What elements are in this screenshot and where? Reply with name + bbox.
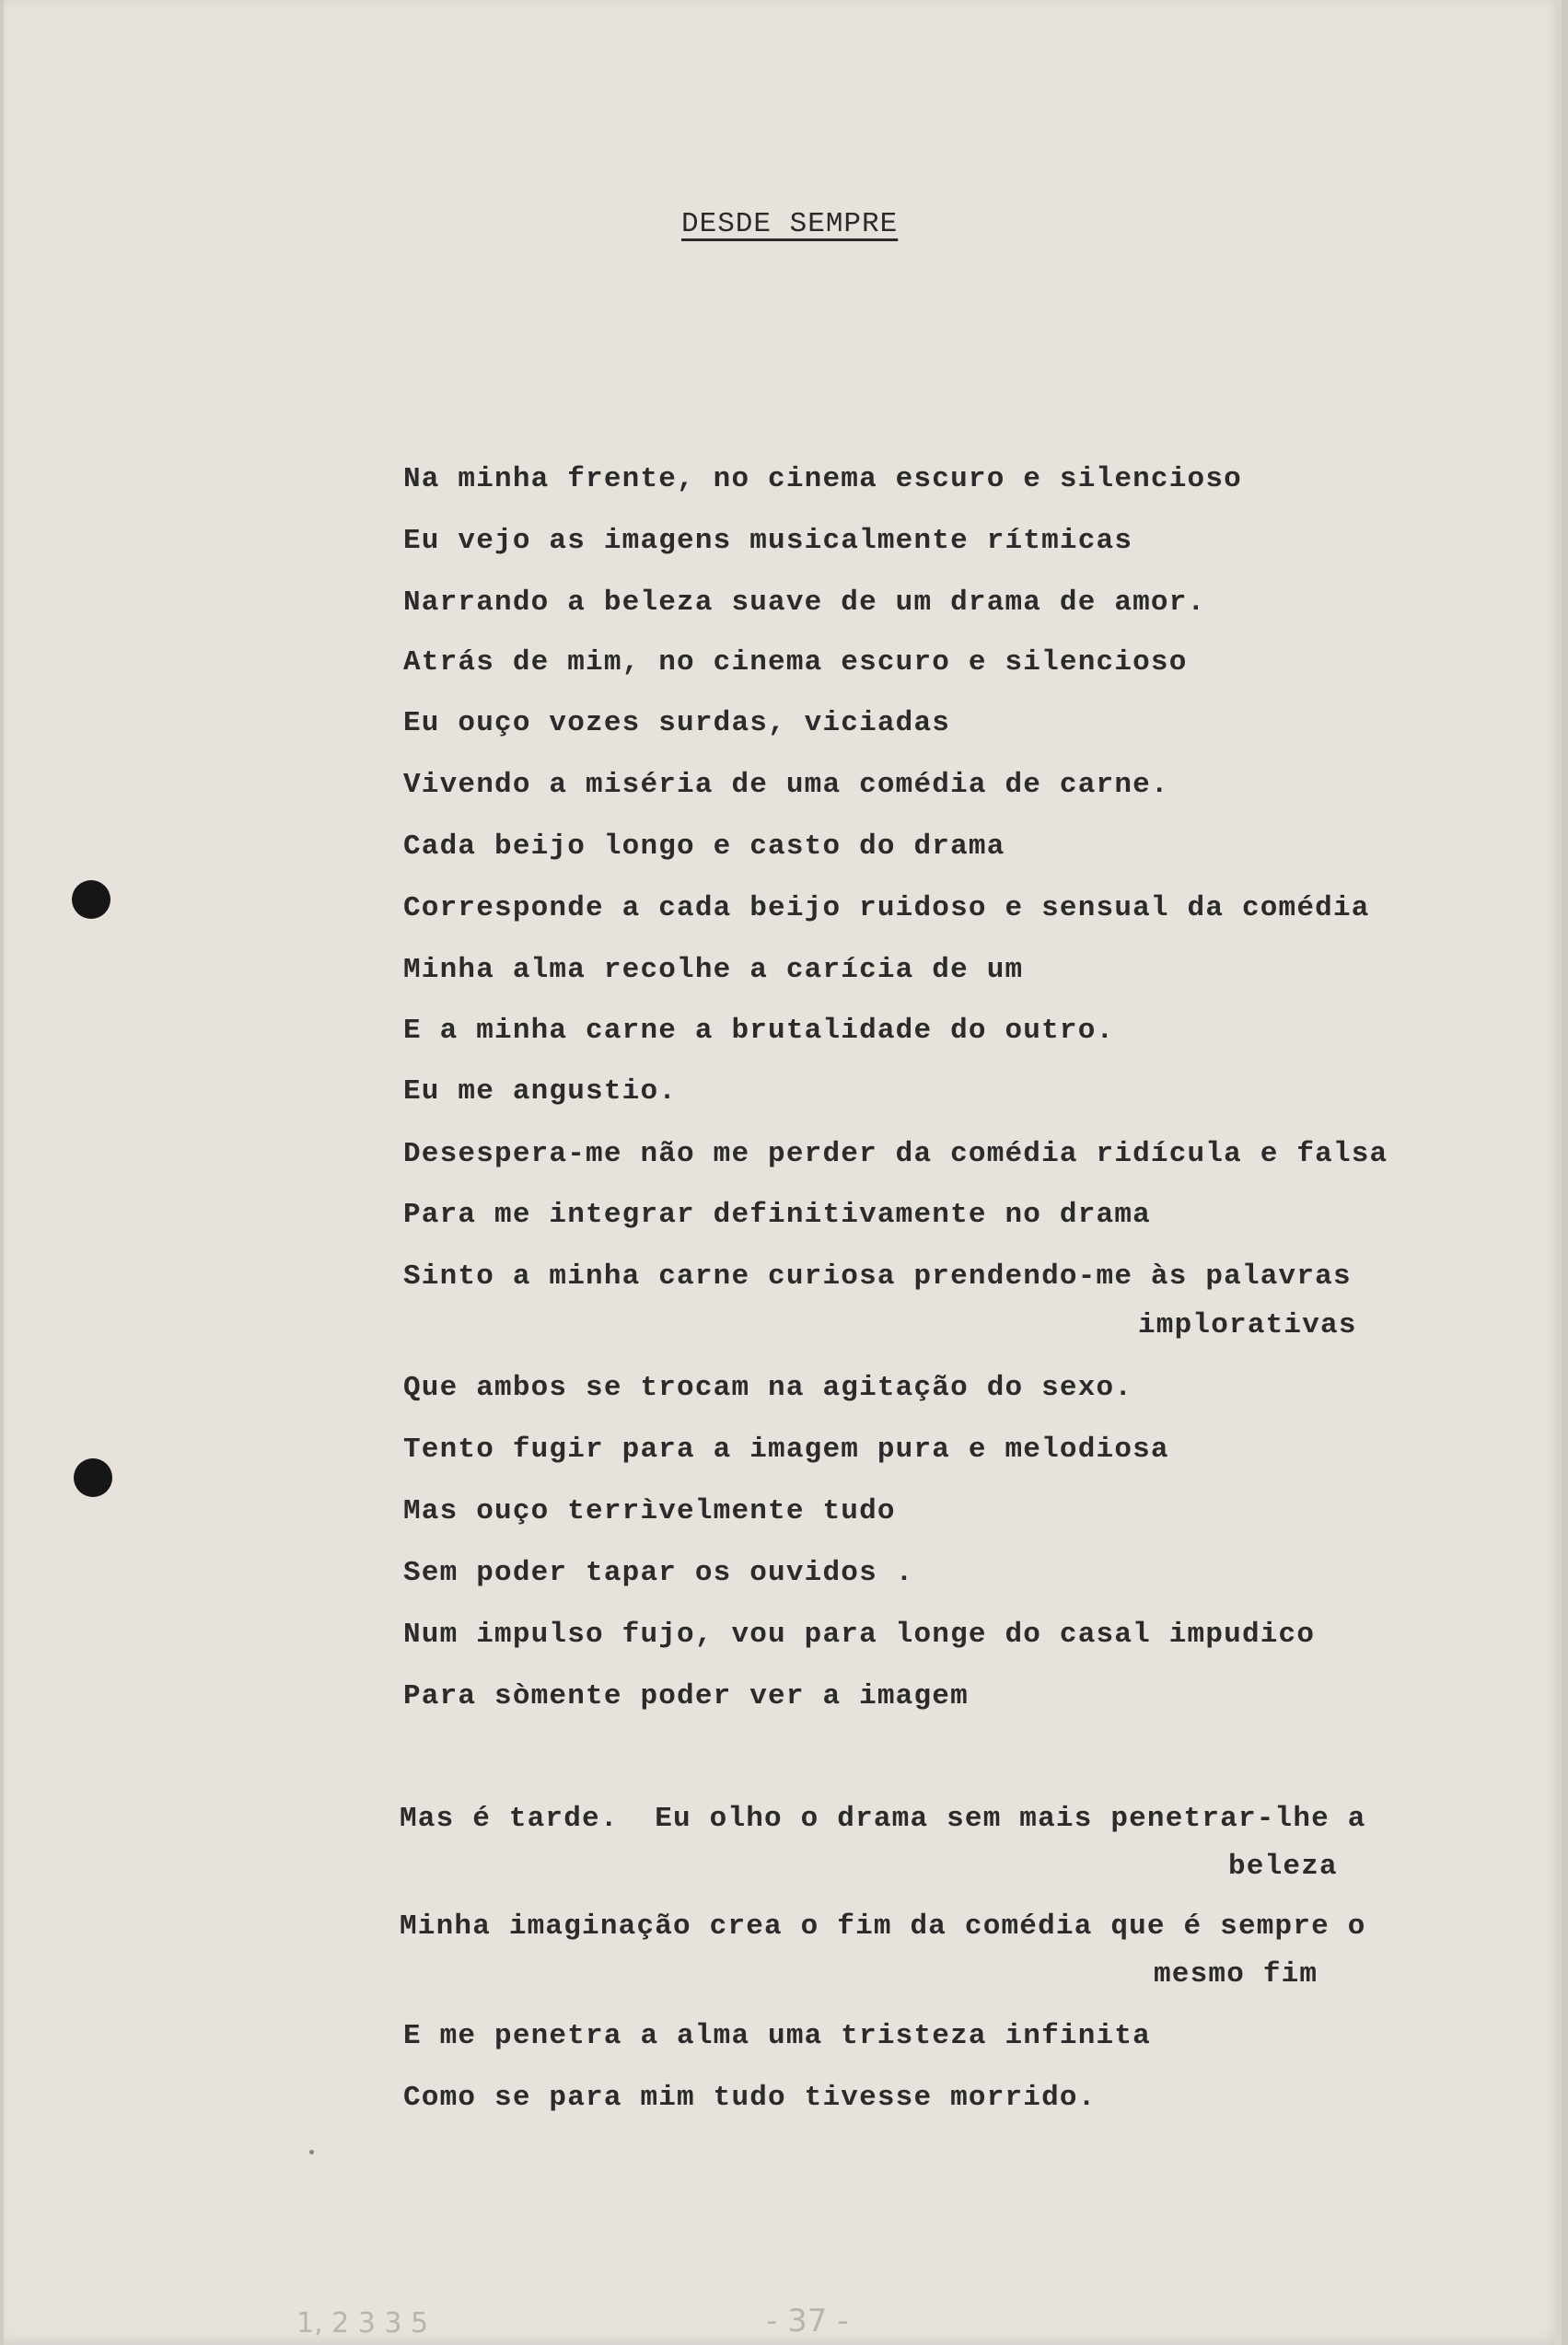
poem-line: Sinto a minha carne curiosa prendendo-me às palavras — [403, 1260, 1352, 1293]
poem-line: Mas é tarde. Eu olho o drama sem mais penetrar-lhe a — [400, 1803, 1366, 1835]
poem-line: Minha alma recolhe a carícia de um — [403, 954, 1024, 986]
paper-speck — [309, 2150, 314, 2154]
poem-title: DESDE SEMPRE — [681, 208, 899, 240]
poem-line: Tento fugir para a imagem pura e melodiosa — [403, 1434, 1169, 1466]
poem-line: Num impulso fujo, vou para longe do casal impudico — [403, 1619, 1316, 1651]
poem-line: Atrás de mim, no cinema escuro e silencioso — [403, 646, 1188, 679]
poem-line: Que ambos se trocam na agitação do sexo. — [403, 1372, 1133, 1404]
poem-line: Cada beijo longo e casto do drama — [403, 830, 1005, 863]
poem-line: Corresponde a cada beijo ruidoso e sensual da comédia — [403, 892, 1370, 924]
poem-line: Eu ouço vozes surdas, viciadas — [403, 707, 951, 739]
poem-line: Narrando a beleza suave de um drama de amor. — [403, 586, 1206, 619]
poem-line: Vivendo a miséria de uma comédia de carne. — [403, 769, 1169, 801]
typed-page — [4, 0, 1562, 2345]
poem-line: Eu me angustio. — [403, 1075, 678, 1108]
page-edge — [1555, 0, 1562, 2345]
poem-line: Sem poder tapar os ouvidos . — [403, 1557, 914, 1589]
poem-line: Eu vejo as imagens musicalmente rítmicas — [403, 525, 1133, 557]
punch-hole-bottom — [74, 1458, 112, 1497]
poem-line: Para me integrar definitivamente no drama — [403, 1199, 1151, 1231]
poem-line: E a minha carne a brutalidade do outro. — [403, 1015, 1115, 1047]
poem-line: Para sòmente poder ver a imagem — [403, 1680, 969, 1712]
poem-line: Desespera-me não me perder da comédia ridícula e falsa — [403, 1138, 1388, 1170]
poem-line: Minha imaginação crea o fim da comédia que é sempre o — [400, 1910, 1366, 1943]
poem-line-continuation: implorativas — [1138, 1309, 1357, 1341]
poem-line: Como se para mim tudo tivesse morrido. — [403, 2082, 1097, 2114]
punch-hole-top — [72, 880, 110, 919]
handwritten-reference: 1, 2 3 3 5 — [296, 2307, 429, 2339]
poem-line-continuation: beleza — [1228, 1851, 1338, 1883]
poem-line: E me penetra a alma uma tristeza infinita — [403, 2020, 1151, 2052]
poem-line: Na minha frente, no cinema escuro e silencioso — [403, 463, 1242, 495]
poem-line-continuation: mesmo fim — [1154, 1958, 1318, 1991]
handwritten-page-number: - 37 - — [766, 2303, 849, 2339]
poem-line: Mas ouço terrìvelmente tudo — [403, 1495, 896, 1527]
